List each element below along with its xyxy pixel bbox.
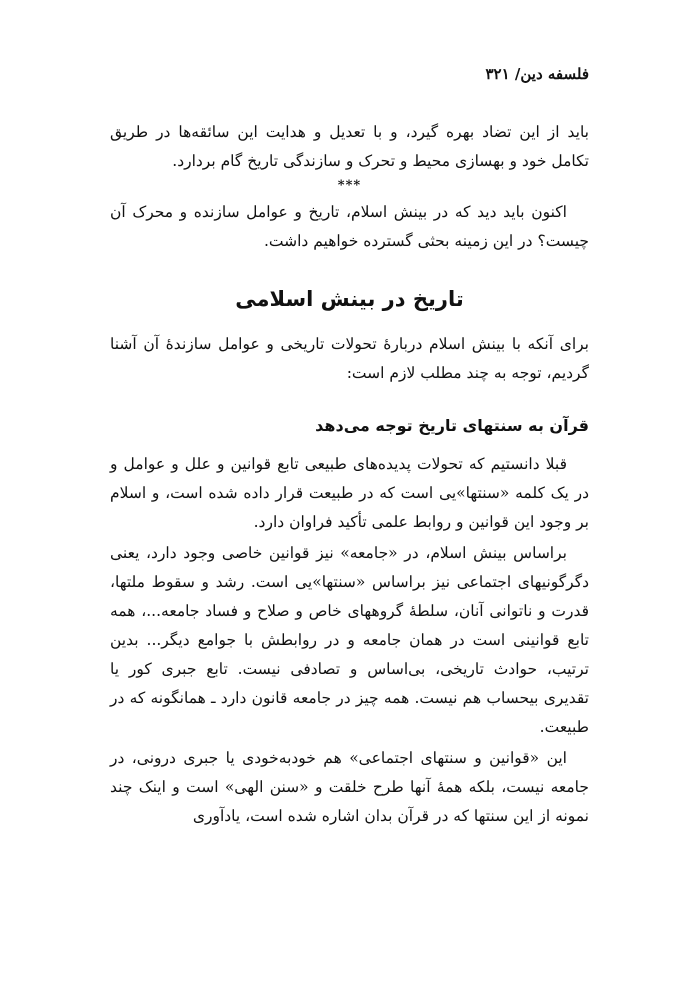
running-header: فلسفه دین/ ۳۲۱	[485, 65, 589, 83]
paragraph-3: برای آنکه با بینش اسلام دربارهٔ تحولات تاریخی و عوامل سازندهٔ آن آشنا گردیم، توجه به چند مطلب لازم است:	[110, 335, 589, 382]
section-separator: ***	[337, 178, 362, 193]
subsection-title: قرآن به سنتهای تاریخ توجه می‌دهد	[315, 416, 589, 435]
section-title: تاریخ در بینش اسلامی	[235, 287, 464, 311]
page-content	[110, 64, 589, 831]
paragraph-2: اکنون باید دید که در بینش اسلام، تاریخ و عوامل سازنده و محرک آن چیست؟ در این زمینه بحثی گسترده خواهیم داشت.	[110, 203, 589, 250]
paragraph-1: باید از این تضاد بهره گیرد، و با تعدیل و هدایت این سائقه‌ها در طریق تکامل خود و بهسازی محیط و تحرک و سازندگی تاریخ گام بردارد.	[110, 123, 589, 170]
paragraph-4: قبلا دانستیم که تحولات پدیده‌های طبیعی تابع قوانین و علل و عوامل و در یک کلمه «سنتها»یی است که در طبیعت قرار داده شده است، و اسلام بر وجود این قوانین و روابط علمی تأکید فراوان دارد.	[110, 455, 589, 531]
paragraph-5: براساس بینش اسلام، در «جامعه» نیز قوانین خاصی وجود دارد، یعنی دگرگونیهای اجتماعی نیز براساس «سنتها»یی است. رشد و سقوط ملتها، قدرت و ناتوانی آنان، سلطهٔ گروههای خاص و صلاح و فساد جامعه...، همه تابع قوانینی است در همان جامعه و در روابطش با جوامع دیگر... بدین ترتیب، حوادث تاریخی، بی‌اساس و تصادفی نیست. تابع جبری کور یا تقدیری بیحساب هم نیست. همه چیز در جامعه قانون دارد ـ همانگونه که در طبیعت.	[110, 544, 589, 736]
paragraph-6: این «قوانین و سنتهای اجتماعی» هم خودبه‌خودی یا جبری درونی، در جامعه نیست، بلکه همهٔ آنها طرح خلقت و «سنن الهی» است و اینک چند نمونه از این سنتها که در قرآن بدان اشاره شده است، یادآوری	[110, 749, 589, 825]
